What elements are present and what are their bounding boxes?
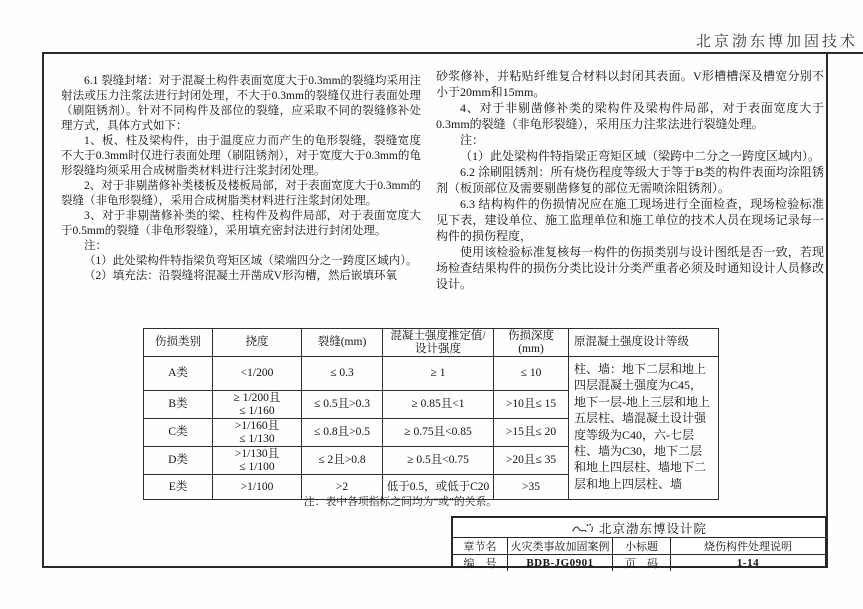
page-value: 1-14 bbox=[736, 557, 760, 569]
cell-category: B类 bbox=[144, 391, 213, 419]
col-header-deflection: 挠度 bbox=[213, 329, 302, 357]
cell-depth: >15且≤ 20 bbox=[494, 419, 569, 447]
para-continuation: 砂浆修补，并粘贴纤维复合材料以封闭其表面。V形槽槽深及槽宽分别不小于20mm和15mm。 bbox=[436, 69, 824, 99]
para-note-2: （2）填充法：沿裂缝将混凝土开凿成V形沟槽，然后嵌填环氧 bbox=[84, 270, 398, 282]
col-header-crack: 裂缝(mm) bbox=[302, 329, 383, 357]
damage-criteria-table bbox=[143, 328, 719, 500]
cell-deflection bbox=[213, 391, 302, 419]
table-footnote: 注：表中各项指标之间均为“或”的关系。 bbox=[303, 496, 498, 508]
para-item-4: 4、对于非剔凿修补类的梁构件及梁构件局部，对于表面宽度大于0.3mm的裂缝（非龟形裂缝），采用压力注浆法进行裂缝处理。 bbox=[436, 101, 824, 131]
cell-strength: ≥ 1 bbox=[383, 357, 494, 391]
cell-strength: ≥ 0.85且<1 bbox=[383, 391, 494, 419]
deflection-line-2: ≤ 1/130 bbox=[239, 432, 275, 445]
col-header-grade: 原混凝土强度设计等级 bbox=[569, 329, 719, 357]
para-crack-sealing: 6.1 裂缝封堵：对于混凝土构件表面宽度大于0.3mm的裂缝均采用注射法或压力注浆法进行封闭处理，不大于0.3mm的裂缝仅进行表面处理（刷阻锈剂）。针对不同构件及部位的裂缝，应采取不同的裂缝修补处理方式，具体方式如下： bbox=[61, 75, 422, 132]
para-verification: 使用该检验标准复核每一构件的伤损类别与设计图纸是否一致，若现场检查结果构件的损伤分类比设计分类严重者必须及时通知设计人员修改设计。 bbox=[436, 245, 824, 291]
para-rust-inhibitor: 6.2 涂刷阻锈剂：所有烧伤程度等级大于等于B类的构件表面均涂阻锈剂（板顶部位及需要剔凿修复的部位无需喷涂阻锈剂）。 bbox=[436, 165, 824, 195]
institute-name: 北京渤东博设计院 bbox=[598, 521, 707, 536]
cell-category: A类 bbox=[144, 357, 213, 391]
cell-crack: ≤ 2且>0.8 bbox=[302, 447, 383, 475]
cell-deflection: >1/100 bbox=[213, 475, 302, 500]
institute-logo-icon bbox=[571, 522, 594, 534]
cell-strength: ≥ 0.5且<0.75 bbox=[383, 447, 494, 475]
chapter-value: 火灾类事故加固案例 bbox=[508, 538, 613, 554]
cell-depth: >20且≤ 35 bbox=[494, 447, 569, 475]
cell-depth: >10且≤ 15 bbox=[494, 391, 569, 419]
subtitle-value: 烧伤构件处理说明 bbox=[704, 541, 792, 553]
para-item-3: 3、对于非剔凿修补类的梁、柱构件及构件局部，对于表面宽度大于0.5mm的裂缝（非龟形裂缝），采用填充密封法进行封闭处理。 bbox=[61, 210, 421, 237]
number-label: 编 号 bbox=[453, 555, 508, 571]
running-head: 北京渤东博加固技术 bbox=[695, 34, 858, 50]
para-note-1: （1）此处梁构件特指梁负弯矩区域（梁端四分之一跨度区域内）。 bbox=[84, 255, 418, 267]
deflection-line-1: ≥ 1/200且 bbox=[233, 392, 281, 404]
left-text-column bbox=[61, 74, 421, 284]
cell-deflection: <1/200 bbox=[213, 357, 302, 391]
cell-crack: ≤ 0.5且>0.3 bbox=[302, 391, 383, 419]
cell-deflection bbox=[213, 447, 302, 475]
deflection-line-1: >1/160且 bbox=[234, 420, 280, 432]
title-block-row-2 bbox=[453, 555, 825, 571]
title-block bbox=[451, 516, 827, 568]
para-inspection: 6.3 结构构件的伤损情况应在施工现场进行全面检查，现场检验标准见下表，建设单位、施工监理单位和施工单位的技术人员在现场记录每一构件的损伤程度， bbox=[436, 197, 824, 243]
col-header-category: 伤损类别 bbox=[144, 329, 213, 357]
cell-original-strength-grade: 柱、墙：地下二层和地上四层混凝土强度为C45，地下一层-地上三层和地上五层柱、墙混凝土设计强度等级为C40，六-七层柱、墙为C30，地下二层和地上四层柱、墙地下二层和地上四层柱、墙 bbox=[569, 357, 719, 500]
title-block-institute-row bbox=[453, 518, 825, 538]
cell-depth: >35 bbox=[494, 475, 569, 500]
table-header-row bbox=[144, 329, 719, 357]
right-text-column bbox=[436, 68, 824, 292]
subtitle-label: 小标题 bbox=[613, 538, 671, 554]
para-note-label: 注： bbox=[84, 240, 107, 252]
cell-category: C类 bbox=[144, 419, 213, 447]
deflection-line-2: ≤ 1/160 bbox=[239, 404, 275, 417]
para-item-1: 1、板、柱及梁构件，由于温度应力而产生的龟形裂缝，裂缝宽度不大于0.3mm时仅进行表面处理（刷阻锈剂），对于宽度大于0.3mm的龟形裂缝均须采用合成树脂类材料进行注浆封闭处理。 bbox=[61, 135, 421, 177]
cell-crack: >2 bbox=[302, 475, 383, 500]
col-header-depth: 伤损深度(mm) bbox=[494, 329, 569, 357]
deflection-line-2: ≤ 1/100 bbox=[239, 460, 275, 473]
para-note-label: 注： bbox=[460, 133, 485, 147]
chapter-label: 章节名 bbox=[453, 538, 508, 554]
page-label: 页 码 bbox=[613, 555, 671, 571]
cell-strength: 低于0.5，或低于C20 bbox=[383, 475, 494, 500]
para-item-2: 2、对于非剔凿修补类楼板及楼板局部，对于表面宽度大于0.3mm的裂缝（非龟形裂缝），采用合成树脂类材料进行注浆封闭处理。 bbox=[61, 180, 422, 207]
cell-category: E类 bbox=[144, 475, 213, 500]
title-block-row-1 bbox=[453, 538, 825, 555]
cell-crack: ≤ 0.8且>0.5 bbox=[302, 419, 383, 447]
deflection-line-1: >1/130且 bbox=[234, 448, 280, 460]
cell-crack: ≤ 0.3 bbox=[302, 357, 383, 391]
number-value: BDB-JG0901 bbox=[508, 555, 613, 571]
cell-depth: ≤ 10 bbox=[494, 357, 569, 391]
cell-category: D类 bbox=[144, 447, 213, 475]
table-row-class-a bbox=[144, 357, 719, 391]
cell-deflection bbox=[213, 419, 302, 447]
para-note-1: （1）此处梁构件特指梁正弯矩区域（梁跨中二分之一跨度区域内）。 bbox=[460, 149, 821, 163]
col-header-strength: 混凝土强度推定值/设计强度 bbox=[383, 329, 494, 357]
cell-strength: ≥ 0.75且<0.85 bbox=[383, 419, 494, 447]
